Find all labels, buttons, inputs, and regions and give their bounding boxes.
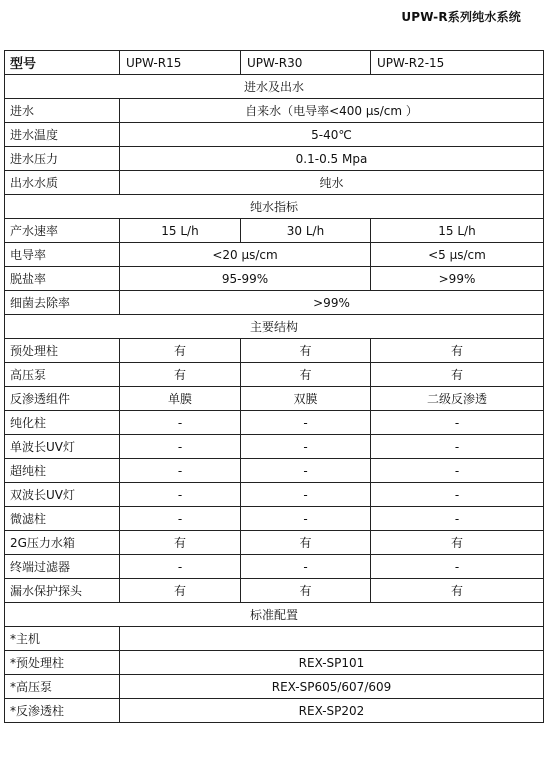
row-label: 电导率 — [5, 243, 120, 267]
cell-value: - — [241, 459, 371, 483]
table-row — [5, 387, 544, 411]
section-header-row — [5, 603, 544, 627]
table-row — [5, 147, 544, 171]
config-rows — [5, 627, 544, 723]
cell-value: 有 — [371, 579, 544, 603]
model-label: 型号 — [5, 51, 120, 75]
row-label: 微滤柱 — [5, 507, 120, 531]
table-row — [5, 411, 544, 435]
table-row — [5, 699, 544, 723]
table-row — [5, 555, 544, 579]
table-row — [5, 219, 544, 243]
cell-value: - — [120, 459, 241, 483]
cell-value: 有 — [120, 339, 241, 363]
row-label: 进水压力 — [5, 147, 120, 171]
cell-value: 有 — [371, 363, 544, 387]
model-name: UPW-R2-15 — [371, 51, 544, 75]
cell-value: - — [241, 507, 371, 531]
row-value: 自来水（电导率<400 μs/cm ） — [120, 99, 544, 123]
cell-value: - — [241, 435, 371, 459]
section-structure-title: 主要结构 — [5, 315, 544, 339]
document-title: UPW-R系列纯水系统 — [401, 10, 521, 24]
table-row — [5, 627, 544, 651]
cell-value: - — [241, 483, 371, 507]
cell-value: 15 L/h — [371, 219, 544, 243]
row-value: REX-SP605/607/609 — [120, 675, 544, 699]
cell-value: 有 — [120, 531, 241, 555]
cell-value: 双膜 — [241, 387, 371, 411]
cell-value: 有 — [241, 363, 371, 387]
spec-table — [4, 50, 544, 723]
table-row — [5, 339, 544, 363]
row-label: 单波长UV灯 — [5, 435, 120, 459]
cell-value: 有 — [241, 339, 371, 363]
cell-value: - — [371, 435, 544, 459]
row-label: 超纯柱 — [5, 459, 120, 483]
cell-value: 有 — [371, 531, 544, 555]
row-label: *预处理柱 — [5, 651, 120, 675]
cell-value: - — [120, 411, 241, 435]
row-label: 双波长UV灯 — [5, 483, 120, 507]
structure-rows — [5, 339, 544, 603]
row-value: 纯水 — [120, 171, 544, 195]
section-header-row — [5, 195, 544, 219]
row-label: 纯化柱 — [5, 411, 120, 435]
row-label: 脱盐率 — [5, 267, 120, 291]
cell-value: 二级反渗透 — [371, 387, 544, 411]
row-label: 终端过滤器 — [5, 555, 120, 579]
section-inlet-title: 进水及出水 — [5, 75, 544, 99]
model-name: UPW-R15 — [120, 51, 241, 75]
row-label: 2G压力水箱 — [5, 531, 120, 555]
row-value: 0.1-0.5 Mpa — [120, 147, 544, 171]
table-row — [5, 675, 544, 699]
table-row — [5, 435, 544, 459]
table-row — [5, 531, 544, 555]
cell-value: 有 — [371, 339, 544, 363]
row-label: 高压泵 — [5, 363, 120, 387]
table-row — [5, 267, 544, 291]
cell-value: - — [371, 555, 544, 579]
cell-value: 单膜 — [120, 387, 241, 411]
cell-value: 95-99% — [120, 267, 371, 291]
model-header-row — [5, 51, 544, 75]
cell-value: - — [371, 459, 544, 483]
row-label: 进水 — [5, 99, 120, 123]
table-row — [5, 171, 544, 195]
cell-value: >99% — [120, 291, 544, 315]
cell-value: - — [120, 483, 241, 507]
row-value: REX-SP101 — [120, 651, 544, 675]
row-label: 出水水质 — [5, 171, 120, 195]
cell-value: - — [241, 411, 371, 435]
table-row — [5, 651, 544, 675]
row-label: 反渗透组件 — [5, 387, 120, 411]
row-label: 漏水保护探头 — [5, 579, 120, 603]
section-config-title: 标准配置 — [5, 603, 544, 627]
row-label: *反渗透柱 — [5, 699, 120, 723]
row-label: *主机 — [5, 627, 120, 651]
section-header-row — [5, 75, 544, 99]
cell-value: - — [371, 483, 544, 507]
section-header-row — [5, 315, 544, 339]
cell-value: - — [120, 555, 241, 579]
table-row — [5, 507, 544, 531]
row-label: *高压泵 — [5, 675, 120, 699]
cell-value: >99% — [371, 267, 544, 291]
table-row — [5, 579, 544, 603]
row-label: 产水速率 — [5, 219, 120, 243]
cell-value: - — [371, 507, 544, 531]
row-label: 预处理柱 — [5, 339, 120, 363]
table-row — [5, 123, 544, 147]
cell-value: - — [371, 411, 544, 435]
model-name: UPW-R30 — [241, 51, 371, 75]
cell-value: <20 μs/cm — [120, 243, 371, 267]
table-row — [5, 243, 544, 267]
cell-value: - — [120, 435, 241, 459]
row-value — [120, 627, 544, 651]
table-row — [5, 483, 544, 507]
cell-value: 15 L/h — [120, 219, 241, 243]
table-row — [5, 459, 544, 483]
row-value: REX-SP202 — [120, 699, 544, 723]
cell-value: - — [120, 507, 241, 531]
cell-value: 有 — [120, 363, 241, 387]
table-row — [5, 99, 544, 123]
cell-value: <5 μs/cm — [371, 243, 544, 267]
cell-value: - — [241, 555, 371, 579]
row-label: 细菌去除率 — [5, 291, 120, 315]
cell-value: 有 — [120, 579, 241, 603]
cell-value: 有 — [241, 531, 371, 555]
row-value: 5-40℃ — [120, 123, 544, 147]
table-row — [5, 363, 544, 387]
row-label: 进水温度 — [5, 123, 120, 147]
section-pure-title: 纯水指标 — [5, 195, 544, 219]
cell-value: 30 L/h — [241, 219, 371, 243]
cell-value: 有 — [241, 579, 371, 603]
table-row — [5, 291, 544, 315]
